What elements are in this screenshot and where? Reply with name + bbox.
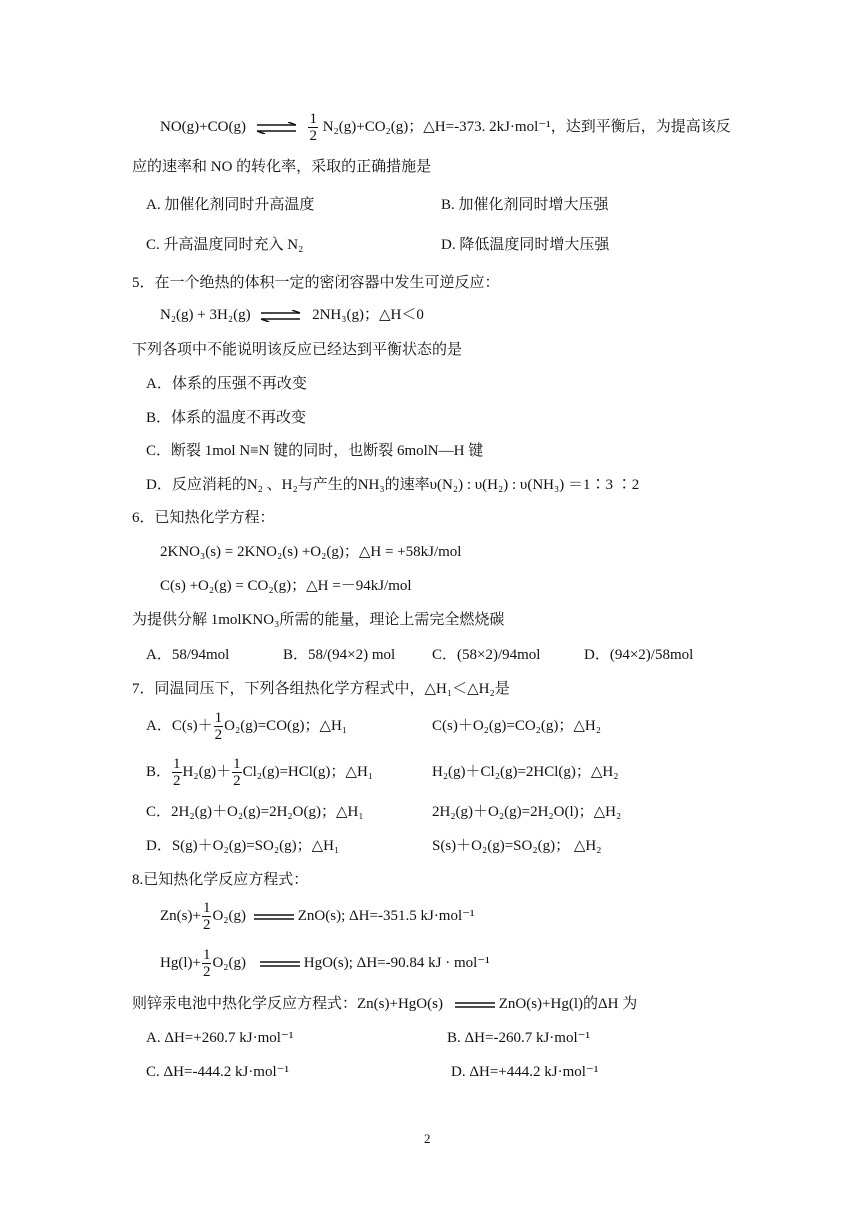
q4-tail: ，达到平衡后，为提高该反 — [550, 119, 731, 135]
q4-option-b: B. 加催化剂同时增大压强 — [441, 197, 609, 213]
q7-option-b-right: H₂(g)＋Cl₂(g)=2HCl(g)；△H₂ — [432, 764, 619, 780]
yield-equals-icon — [455, 1001, 495, 1009]
q6-equation-1: 2KNO₃(s) = 2KNO₂(s) +O₂(g)；△H = +58kJ/mol — [160, 544, 462, 560]
q8-question: 则锌汞电池中热化学反应方程式：Zn(s)+HgO(s) ZnO(s)+Hg(l)的ΔH 为 — [132, 996, 638, 1012]
q5-option-d: D．反应消耗的N₂ 、H₂与产生的NH₃的速率υ(N₂) : υ(H₂) : υ(NH₃) ＝1∶3 ∶2 — [146, 477, 640, 493]
q7-option-d-left: D．S(g)＋O₂(g)=SO₂(g)；△H₁ — [146, 838, 340, 854]
q5-eq-right: 2NH₃(g)；△H＜0 — [312, 307, 424, 323]
equilibrium-arrow-icon — [256, 122, 298, 134]
q4-products: N₂(g)+CO₂(g)；△H=-373. 2kJ·mol⁻¹ — [322, 119, 551, 135]
q5-option-c: C．断裂 1mol N≡N 键的同时，也断裂 6molN—H 键 — [146, 443, 484, 459]
q7-option-c-right: 2H₂(g)＋O₂(g)=2H₂O(l)；△H₂ — [432, 804, 622, 820]
q5-option-b: B．体系的温度不再改变 — [146, 410, 307, 426]
q7-option-c-left: C．2H₂(g)＋O₂(g)=2H₂O(g)；△H₁ — [146, 804, 364, 820]
yield-equals-icon — [254, 913, 294, 921]
q7-option-b-left: B． $\frac{1}{2}$ H₂(g)＋ $\frac{1}{2}$ Cl₂(g)=HCl(g)；△H₁ — [146, 756, 374, 790]
q7-option-d-right: S(s)＋O₂(g)=SO₂(g)； △H₂ — [432, 838, 602, 854]
q8-option-a: A. ΔH=+260.7 kJ·mol⁻¹ — [146, 1030, 294, 1046]
q6-option-a: A．58/94mol — [146, 647, 230, 663]
q8-option-b: B. ΔH=-260.7 kJ·mol⁻¹ — [447, 1030, 591, 1046]
q4-option-a: A. 加催化剂同时升高温度 — [146, 197, 315, 213]
q8-option-d: D. ΔH=+444.2 kJ·mol⁻¹ — [451, 1064, 599, 1080]
q5-equation — [160, 306, 424, 324]
q8-equation-2: Hg(l)+ $\frac{1}{2}$ O₂(g) HgO(s); ΔH=-90.84 kJ · mol⁻¹ — [160, 947, 490, 981]
q8-stem: 8.已知热化学反应方程式： — [132, 872, 309, 888]
yield-equals-icon — [260, 960, 300, 968]
q6-question: 为提供分解 1molKNO₃所需的能量，理论上需完全燃烧碳 — [132, 612, 505, 628]
q7-stem: 7．同温同压下，下列各组热化学方程式中，△H₁＜△H₂是 — [132, 681, 510, 697]
q4-option-c: C. 升高温度同时充入 N₂ — [146, 237, 304, 253]
q6-option-c: C．(58×2)/94mol — [432, 647, 541, 663]
q5-eq-left: N₂(g) + 3H₂(g) — [160, 307, 251, 323]
page-number: 2 — [424, 1131, 431, 1146]
q7-fraction: $\frac{1}{2}$ — [173, 756, 181, 790]
q5-stem: 5．在一个绝热的体积一定的密闭容器中发生可逆反应： — [132, 275, 500, 291]
equilibrium-arrow-icon — [260, 310, 302, 322]
q8-option-c: C. ΔH=-444.2 kJ·mol⁻¹ — [146, 1064, 290, 1080]
q4-reactants: NO(g)+CO(g) — [160, 119, 246, 135]
q7-fraction: $\frac{1}{2}$ — [233, 756, 241, 790]
q4-line2: 应的速率和 NO 的转化率，采取的正确措施是 — [132, 159, 432, 175]
q8-fraction: $\frac{1}{2}$ — [202, 947, 211, 981]
q6-stem: 6．已知热化学方程： — [132, 510, 275, 526]
q5-option-a: A．体系的压强不再改变 — [146, 376, 307, 392]
q5-question: 下列各项中不能说明该反应已经达到平衡状态的是 — [132, 342, 463, 358]
q7-option-a-left: A．C(s)＋ $\frac{1}{2}$ O₂(g)=CO(g)；△H₁ — [146, 710, 348, 744]
q7-fraction: $\frac{1}{2}$ — [214, 710, 223, 744]
q4-equation — [160, 107, 731, 147]
q8-fraction: $\frac{1}{2}$ — [202, 900, 211, 934]
q7-option-a-right: C(s)＋O₂(g)=CO₂(g)；△H₂ — [432, 718, 601, 734]
q4-option-d: D. 降低温度同时增大压强 — [441, 237, 610, 253]
q8-equation-1: Zn(s)+ $\frac{1}{2}$ O₂(g) ZnO(s); ΔH=-351.5 kJ·mol⁻¹ — [160, 900, 475, 934]
q4-fraction: $\frac{1}{2}$ — [309, 111, 317, 145]
q6-option-b: B．58/(94×2) mol — [283, 647, 396, 663]
q6-option-d: D．(94×2)/58mol — [584, 647, 694, 663]
q6-equation-2: C(s) +O₂(g) = CO₂(g)；△H =－94kJ/mol — [160, 578, 412, 594]
